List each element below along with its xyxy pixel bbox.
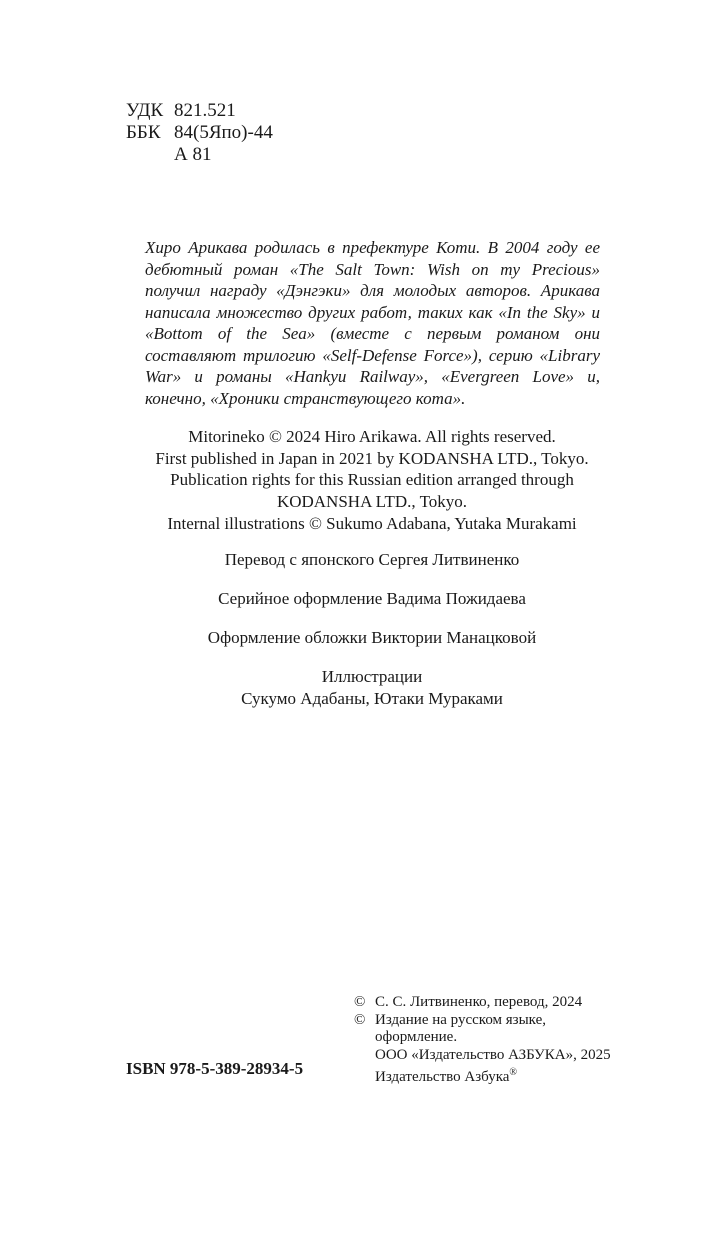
annotation-text: Хиро Арикава родилась в префектуре Коти. В 2004 году ее дебютный роман «The Salt Town: Wish on my Precious» получил награду «Дэнгэки» для молодых авторов. Арикава написала множество других работ, таких как «In the Sky» и «Bottom of the Sea» (вместе с первым романом они составляют трилогию «Self-Defense Force»), серию «Library War» и романы «Hankyu Railway», «Evergreen Love» и, конечно, «Хроники странствующего кота». [145,238,600,408]
illustrations-label: Иллюстрации [321,667,423,686]
copyright-line [354,994,611,1012]
copyright-edition-cont: оформление. [375,1029,458,1045]
copyright-translation: С. С. Литвиненко, перевод, 2024 [375,994,583,1010]
classification-block [126,100,273,166]
rights-line: First published in Japan in 2021 by KODANSHA LTD., Tokyo. [155,448,589,468]
illustrators: Сукумо Адабаны, Ютаки Мураками [241,688,503,708]
rights-line: Mitorineko © 2024 Hiro Arikawa. All rights reserved. [188,427,556,446]
author-mark: А 81 [174,144,212,165]
copyright-symbol: © [354,994,366,1010]
rights-line: Internal illustrations © Sukumo Adabana, Yutaka Murakami [167,513,577,533]
copyright-edition: Издание на русском языке, [375,1011,546,1028]
series-design-credit: Серийное оформление Вадима Пожидаева [218,589,526,608]
udk-row [126,100,273,122]
udk-value: 821.521 [174,100,236,121]
copyright-line [354,1012,611,1030]
rights-line: KODANSHA LTD., Tokyo. [276,492,468,512]
bbk-row [126,122,273,144]
registered-mark: ® [509,1067,518,1078]
copyright-imprint: Издательство Азбука [375,1069,510,1085]
rights-line: Publication rights for this Russian edition arranged through [170,470,574,490]
copyright-publisher: ООО «Издательство АЗБУКА», 2025 [375,1046,611,1063]
illustrations-credit [0,666,709,709]
bbk-value: 84(5Япо)-44 [174,122,273,143]
copyright-symbol: © [354,1011,366,1028]
rights-block [0,426,709,535]
copyright-block [354,994,611,1087]
copyright-imprint-line [354,1064,611,1087]
bbk-label: ББК [126,122,161,143]
annotation [145,237,600,409]
translation-credit: Перевод с японского Сергея Литвиненко [224,550,520,569]
udk-label: УДК [126,100,164,121]
author-mark-row [126,144,273,166]
cover-design-credit: Оформление обложки Виктории Манацковой [207,628,537,647]
isbn: ISBN 978-5-389-28934-5 [126,1059,304,1078]
